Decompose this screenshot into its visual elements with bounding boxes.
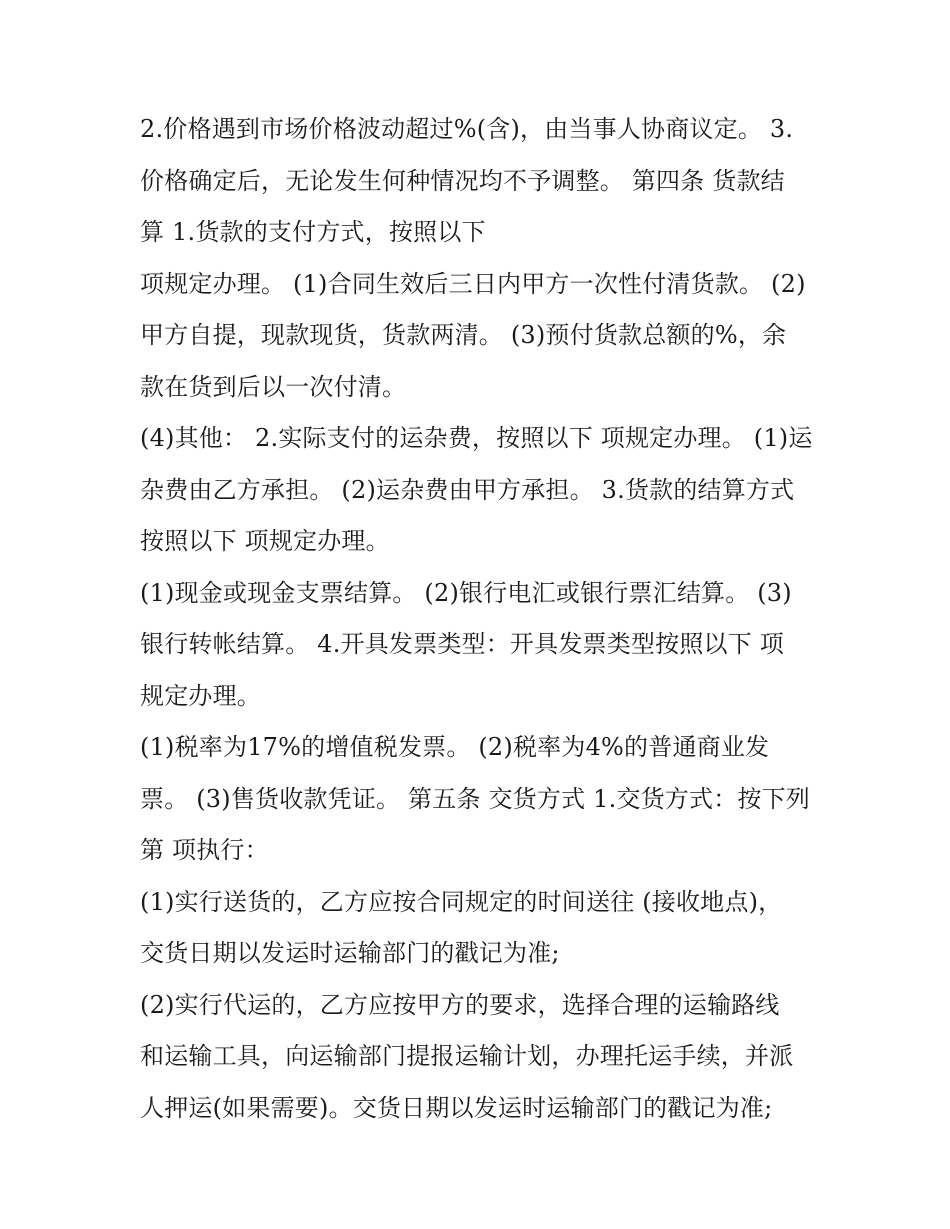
text-line: 杂费由乙方承担。 (2)运杂费由甲方承担。 3.货款的结算方式 <box>140 475 795 504</box>
text-line: 交货日期以发运时运输部门的戳记为准; <box>140 939 560 967</box>
text-line: 按照以下 项规定办理。 <box>140 527 390 555</box>
text-line: (1)实行送货的，乙方应按合同规定的时间送往 (接收地点)， <box>140 887 783 916</box>
text-line: 甲方自提，现款现货，货款两清。 (3)预付货款总额的%，余 <box>140 321 787 349</box>
text-line: 项规定办理。 (1)合同生效后三日内甲方一次性付清货款。 (2) <box>140 269 806 298</box>
text-line: (4)其他： 2.实际支付的运杂费，按照以下 项规定办理。 (1)运 <box>140 424 813 452</box>
text-line: 银行转帐结算。 4.开具发票类型：开具发票类型按照以下 项 <box>140 630 784 658</box>
text-line: 和运输工具，向运输部门提报运输计划，办理托运手续，并派 <box>140 1042 794 1070</box>
text-line: 第 项执行： <box>140 836 269 864</box>
text-line: (1)现金或现金支票结算。 (2)银行电汇或银行票汇结算。 (3) <box>140 578 792 607</box>
text-line: 算 1.货款的支付方式，按照以下 <box>140 218 486 246</box>
text-line: 票。 (3)售货收款凭证。 第五条 交货方式 1.交货方式：按下列 <box>140 784 811 813</box>
text-line: 款在货到后以一次付清。 <box>140 372 407 401</box>
text-line: 人押运(如果需要)。交货日期以发运时运输部门的戳记为准; <box>140 1093 773 1122</box>
text-line: 规定办理。 <box>140 681 261 710</box>
text-line: (1)税率为17%的增值税发票。 (2)税率为4%的普通商业发 <box>140 733 770 761</box>
text-line: 价格确定后，无论发生何种情况均不予调整。 第四条 货款结 <box>140 166 785 195</box>
text-line: 2.价格遇到市场价格波动超过%(含)，由当事人协商议定。 3. <box>140 115 794 143</box>
text-line: (2)实行代运的，乙方应按甲方的要求，选择合理的运输路线 <box>140 990 780 1019</box>
document-body <box>140 104 820 1134</box>
